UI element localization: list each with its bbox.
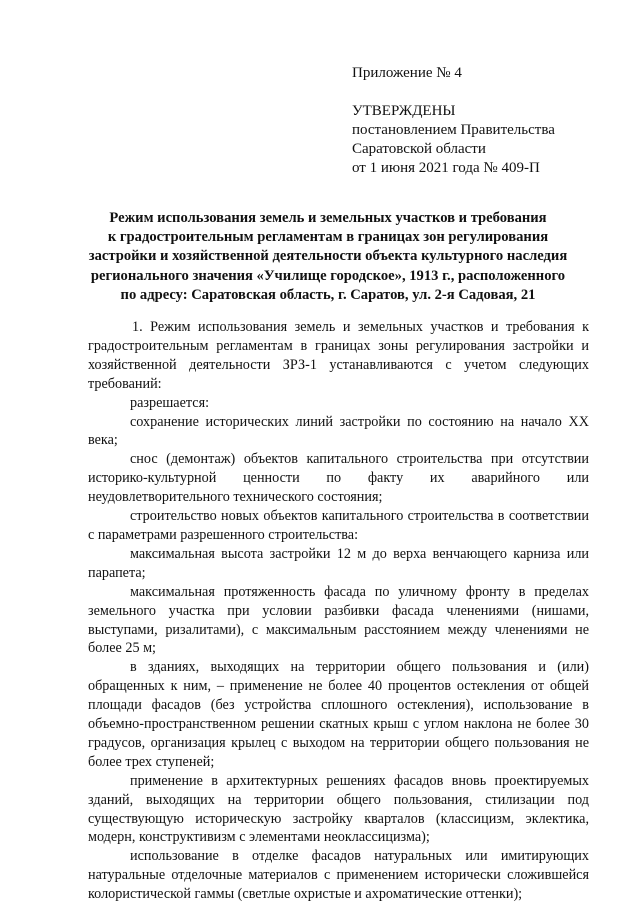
paragraph-1: 1. Режим использования земель и земельных участков и требования к градостроительным регламентам в границах зоны регулирования застройки и хозяйственной деятельности ЗРЗ-1 устанавливаются с учетом следующих требований:: [88, 319, 589, 392]
title-line-2: к градостроительным регламентам в границах зон регулирования: [107, 229, 549, 246]
paragraph-10: использование в отделке фасадов натуральных или имитирующих натуральные отделочные материалов с применением исторически сложившейся колористической гаммы (светлые охристые и ахроматические оттенки);: [88, 848, 589, 903]
appendix-number: Приложение № 4: [352, 65, 462, 81]
paragraph-5: строительство новых объектов капитального строительства в соответствии с параметрами разрешенного строительства:: [88, 508, 589, 543]
paragraph-2: разрешается:: [130, 394, 210, 411]
title-line-3: застройки и хозяйственной деятельности объекта культурного наследия: [88, 248, 568, 265]
paragraph-7: максимальная протяженность фасада по уличному фронту в пределах земельного участка при условии разбивки фасада членениями (нишами, выступами, ризалитами), с максимальным расстоянием между членениями не более 25 м;: [88, 583, 589, 657]
approval-line-1: постановлением Правительства: [352, 122, 555, 138]
paragraph-9: применение в архитектурных решениях фасадов вновь проектируемых зданий, выходящих на территории общего пользования, стилизации под существующую историческую застройку кварталов (классицизм, эклектика, модерн, конструктивизм с элементами неоклассицизма);: [88, 772, 589, 846]
approval-line-3: от 1 июня 2021 года № 409-П: [352, 160, 540, 176]
title-line-1: Режим использования земель и земельных участков и требования: [109, 210, 547, 226]
approval-block: [352, 64, 622, 178]
approved-label: УТВЕРЖДЕНЫ: [352, 103, 456, 119]
approval-line-2: Саратовской области: [352, 141, 486, 157]
document-body: [88, 318, 589, 904]
paragraph-4: снос (демонтаж) объектов капитального строительства при отсутствии историко-культурной ценности по факту их аварийного или неудовлетворительного технического состояния;: [88, 451, 589, 506]
paragraph-6: максимальная высота застройки 12 м до верха венчающего карниза или парапета;: [88, 545, 589, 581]
title-line-5: по адресу: Саратовская область, г. Саратов, ул. 2-я Садовая, 21: [120, 286, 536, 303]
paragraph-3: сохранение исторических линий застройки по состоянию на начало XX века;: [88, 413, 589, 449]
title-line-4: регионального значения «Училище городское», 1913 г., расположенного: [90, 267, 566, 284]
document-title: [88, 209, 568, 305]
paragraph-8: в зданиях, выходящих на территории общего пользования и (или) обращенных к ним, – применение не более 40 процентов остекления от общей площади фасадов (без устройства сплошного остекления), использование в объемно-пространственном решении скатных крыш с углом наклона не более 30 градусов, организация крылец с выходом на территории общего пользования не более трех ступеней;: [88, 659, 589, 770]
